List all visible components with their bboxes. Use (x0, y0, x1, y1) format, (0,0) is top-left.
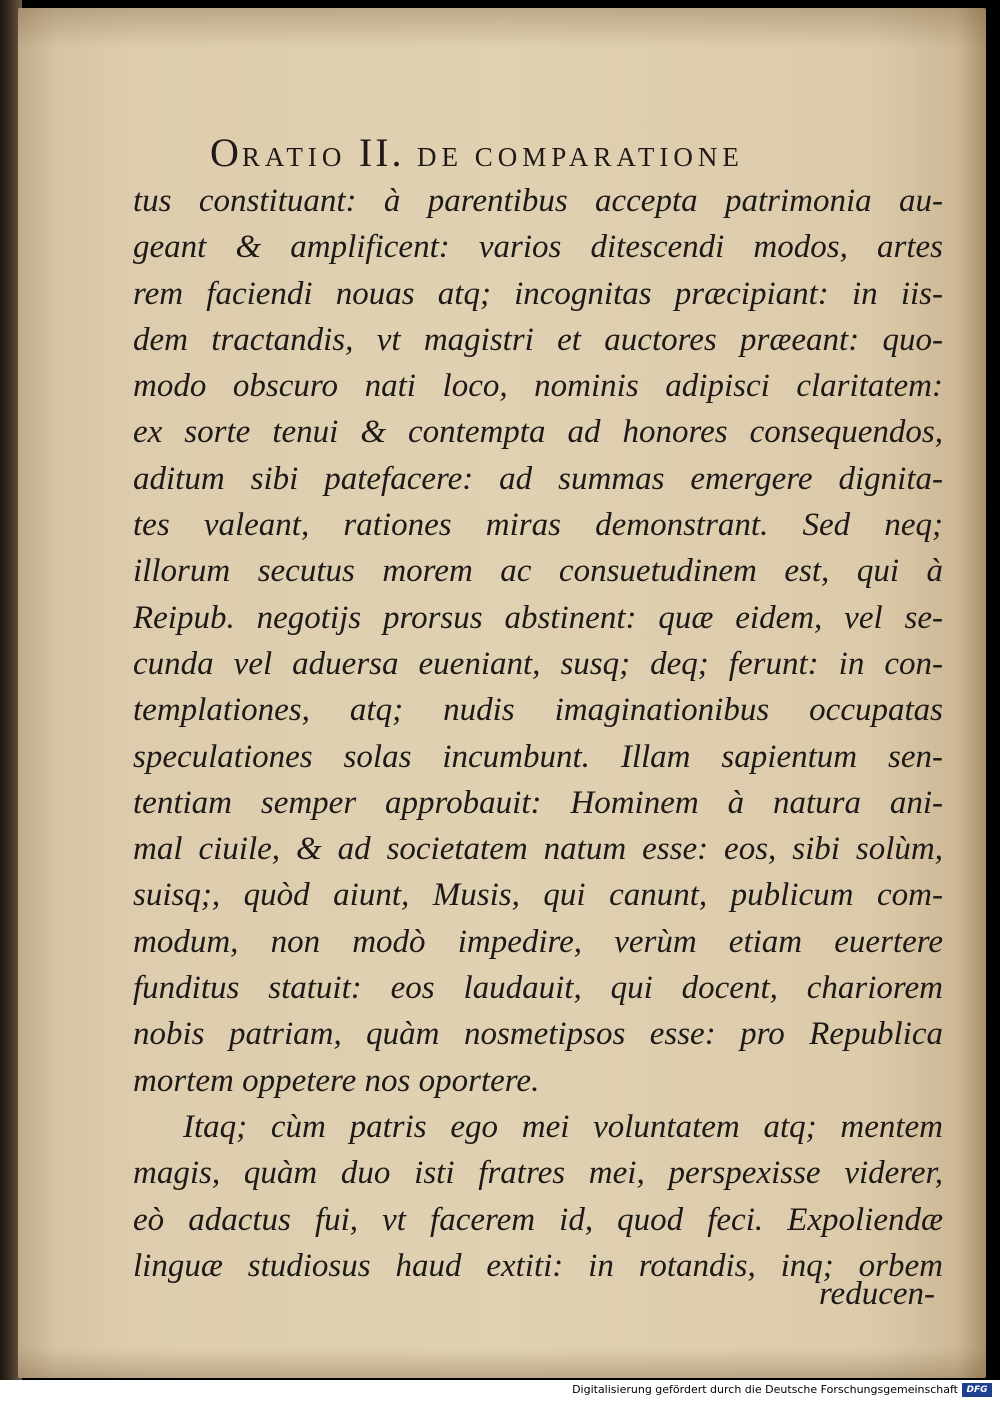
page-shadow-top (18, 8, 986, 48)
text-line: geant & amplificent: varios ditescendi modos, artes (133, 229, 943, 266)
text-line: funditus statuit: eos laudauit, qui docent, chariorem (133, 970, 943, 1007)
text-line: mortem oppetere nos oportere. (133, 1062, 540, 1099)
text-line: linguæ studiosus haud extiti: in rotandis, inq; orbem (133, 1247, 943, 1284)
dfg-logo: DFG (962, 1383, 992, 1397)
catchword: reducen- (818, 1276, 935, 1312)
text-line: nobis patriam, quàm nosmetipsos esse: pro Republica (133, 1016, 943, 1053)
text-line: tes valeant, rationes miras demonstrant. Sed neq; (133, 507, 943, 544)
running-head-title: DE COMPARATIONE (417, 142, 744, 172)
running-head (210, 128, 850, 178)
text-line: mal ciuile, & ad societatem natum esse: eos, sibi solùm, (133, 831, 943, 868)
text-line: templationes, atq; nudis imaginationibus occupatas (133, 692, 943, 729)
text-line: aditum sibi patefacere: ad summas emergere dignita- (133, 460, 943, 497)
text-line: eò adactus fui, vt facerem id, quod feci. Expoliendæ (133, 1201, 943, 1238)
running-head-word: RATIO (241, 142, 347, 172)
running-head-numeral: II. (358, 130, 405, 175)
text-line: cunda vel aduersa eueniant, susq; deq; ferunt: in con- (133, 645, 943, 682)
text-line: speculationes solas incumbunt. Illam sapientum sen- (133, 738, 943, 775)
text-line: rem faciendi nouas atq; incognitas præcipiant: in iis- (133, 275, 943, 312)
text-line: suisq;, quòd aiunt, Musis, qui canunt, publicum com- (133, 877, 943, 914)
text-line: illorum secutus morem ac consuetudinem est, qui à (133, 553, 943, 590)
text-line: tentiam semper approbauit: Hominem à natura ani- (133, 784, 943, 821)
text-line-paragraph-start: Itaq; cùm patris ego mei voluntatem atq; mentem (183, 1108, 943, 1145)
text-line: magis, quàm duo isti fratres mei, perspexisse viderer, (133, 1155, 943, 1192)
running-head-initial: O (210, 130, 242, 175)
text-line: modo obscuro nati loco, nominis adipisci claritatem: (133, 368, 943, 405)
body-text (133, 178, 943, 1289)
text-line: Reipub. negotijs prorsus abstinent: quæ eidem, vel se- (133, 599, 943, 636)
digitization-credit: Digitalisierung gefördert durch die Deutsche Forschungsgemeinschaft (572, 1383, 958, 1396)
text-line: ex sorte tenui & contempta ad honores consequendos, (133, 414, 943, 451)
text-line: dem tractandis, vt magistri et auctores præeant: quo- (133, 321, 943, 358)
text-line: tus constituant: à parentibus accepta patrimonia au- (133, 183, 943, 219)
text-line: modum, non modò impedire, verùm etiam euertere (133, 923, 943, 960)
page-shadow-bottom (18, 1348, 986, 1378)
